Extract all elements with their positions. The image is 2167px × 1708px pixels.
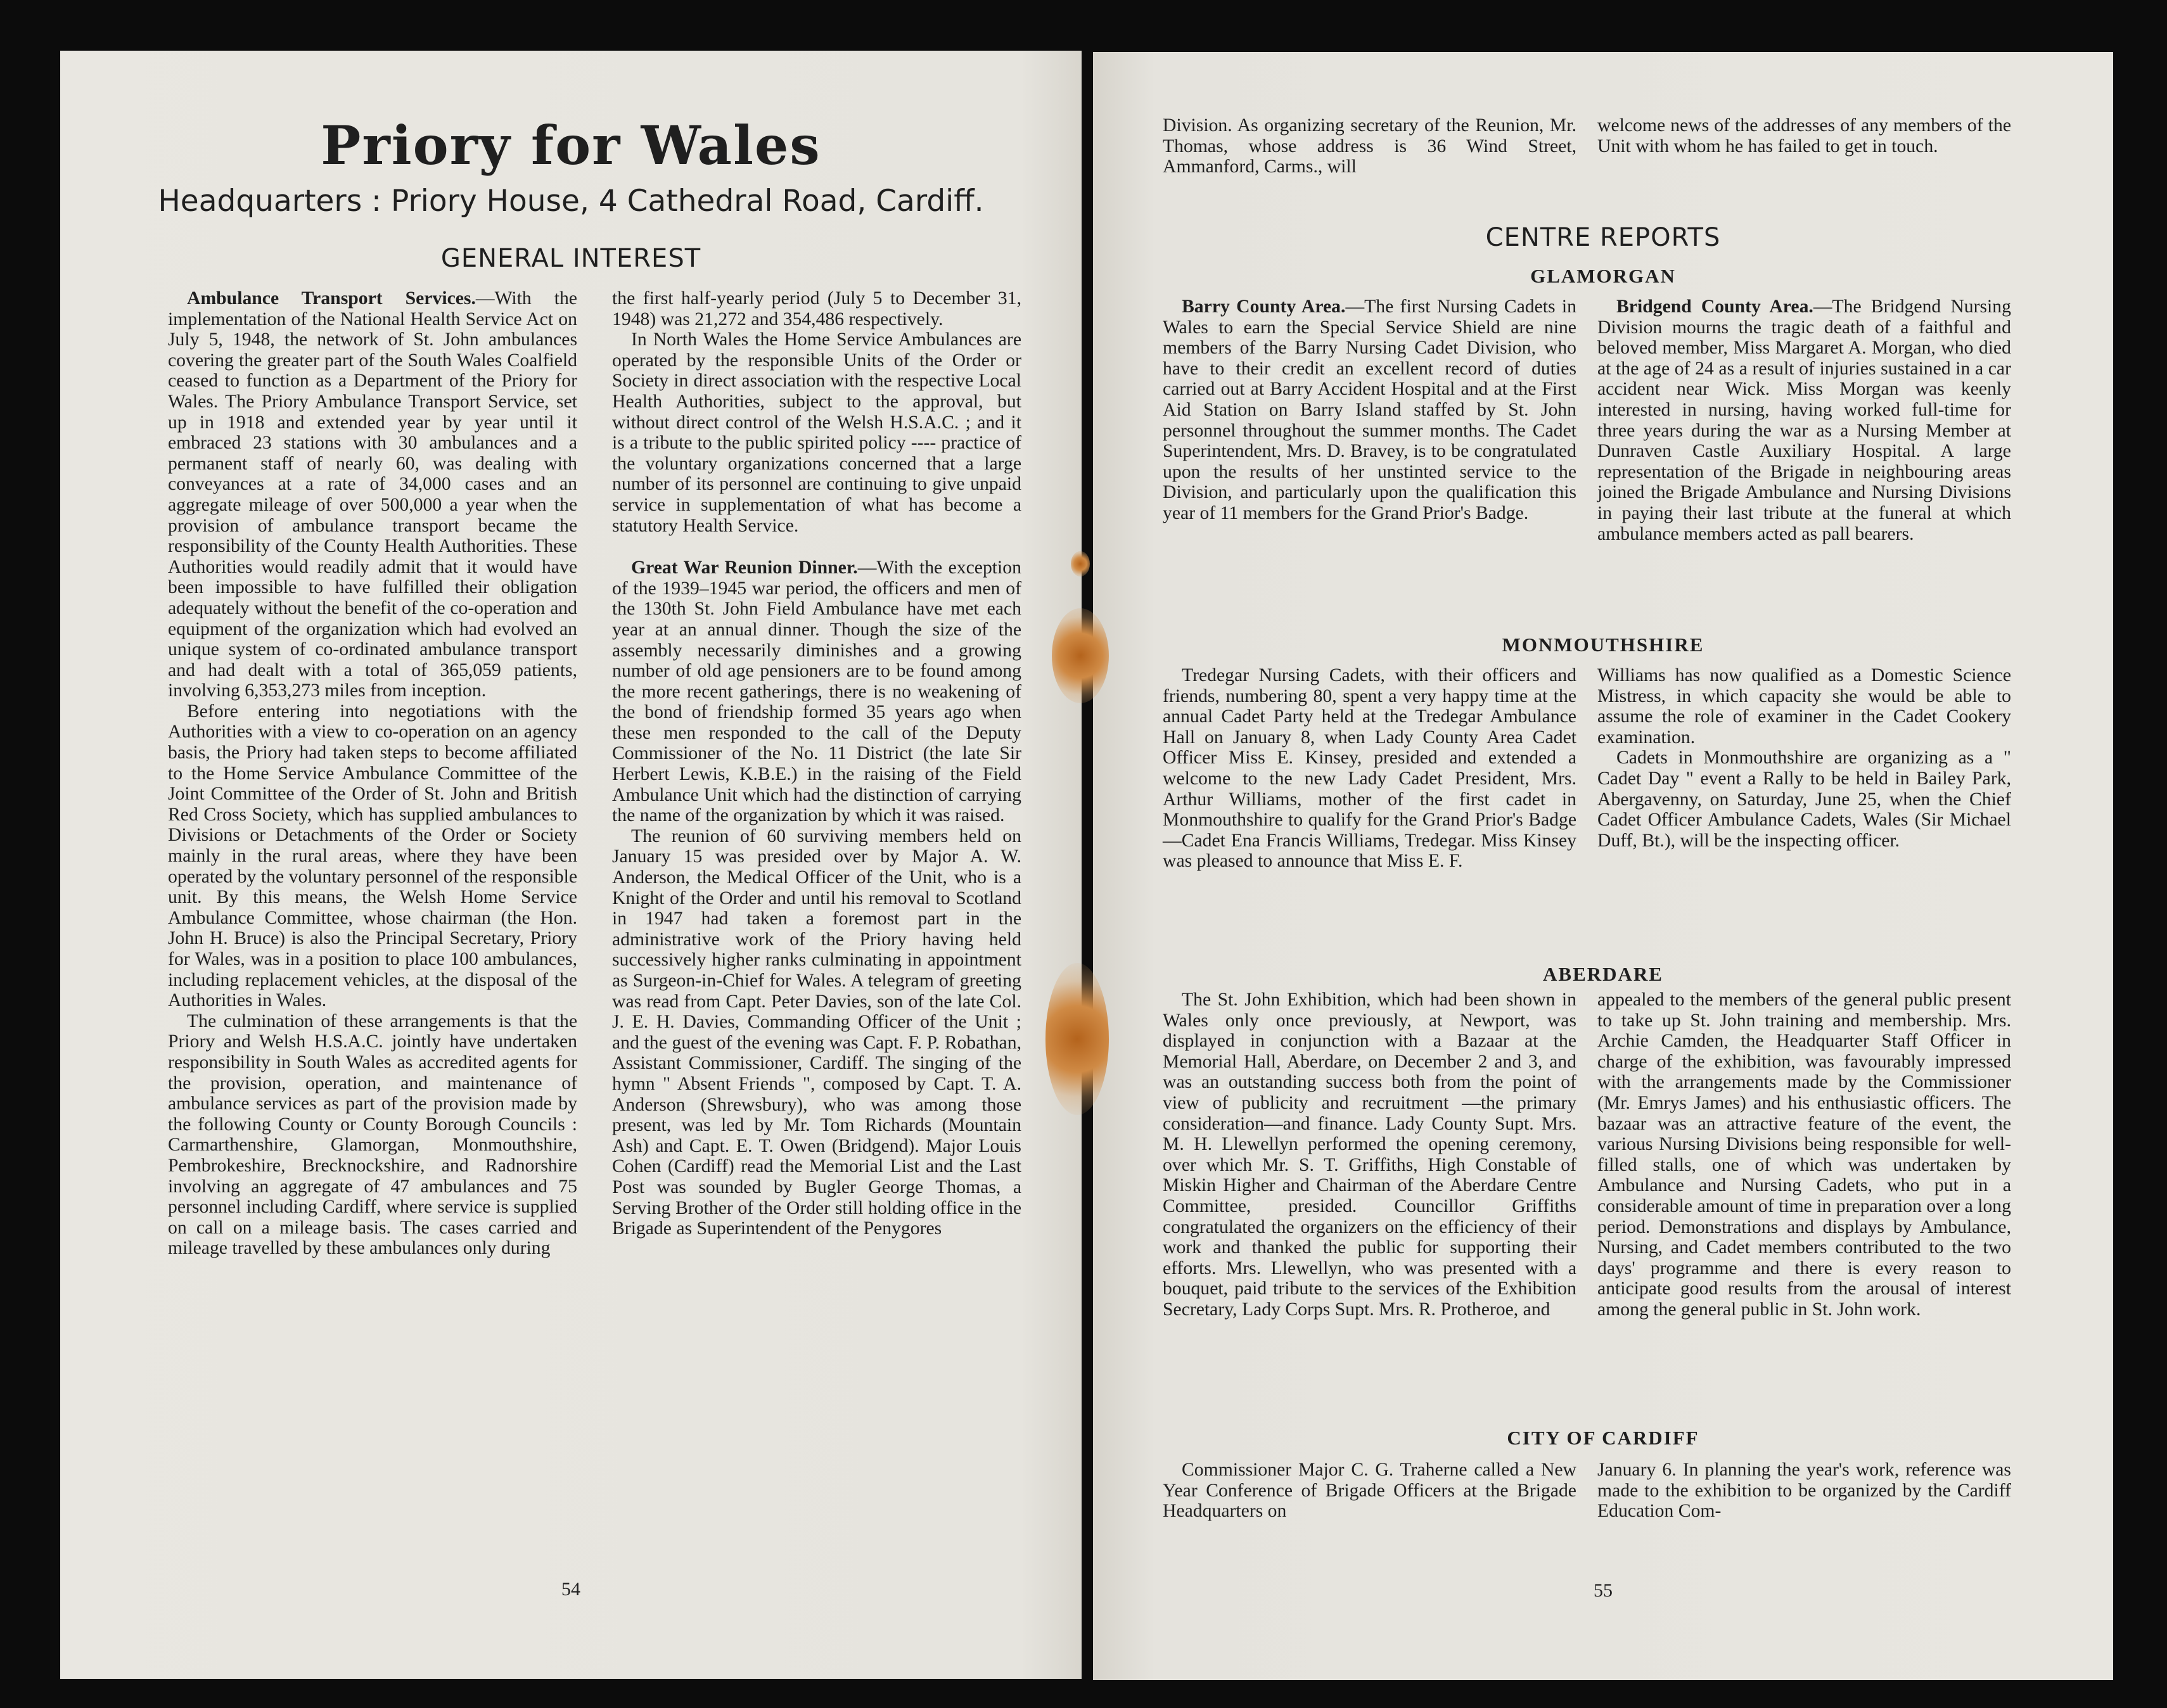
paragraph: Cadets in Monmouthshire are organizing as a " Cadet Day " event a Rally to be held in Bailey Park, Abergavenny, on Saturday, June 25, when the Chief Cadet Officer Ambulance Cadets, Wales (Sir Michael Duff, Bt.), will be the inspecting officer. — [1597, 748, 2011, 851]
right-top-column-1 — [1163, 115, 1576, 177]
glamorgan-column-2 — [1597, 296, 2011, 544]
run-in-heading: Ambulance Transport Services. — [187, 288, 476, 309]
run-in-heading: Barry County Area. — [1182, 296, 1346, 317]
aberdare-column-1 — [1163, 990, 1576, 1320]
section-heading-centre-reports: CENTRE REPORTS — [1485, 223, 1721, 252]
rust-stain — [1052, 608, 1109, 703]
heading-aberdare: ABERDARE — [1543, 963, 1663, 985]
headquarters-line: Headquarters : Priory House, 4 Cathedral Road, Cardiff. — [158, 184, 984, 219]
run-in-heading: Great War Reunion Dinner. — [631, 558, 858, 578]
paragraph: appealed to the members of the general public present to take up St. John training and membership. Mrs. Archie Camden, the Headquarter Staff Officer in charge of the exhibition, was favourably impressed with the arrangements made by the Commissioner (Mr. Emrys James) and his enthusiastic officers. The bazaar was an attractive feature of the event, the various Nursing Divisions being responsible for well-filled stalls, one of which was undertaken by Ambulance and Nursing Cadets, who put in a considerable amount of time in preparation over a long period. Demonstrations and displays by Ambulance, Nursing, and Cadet members contributed to the two days' programme and there is every reason to anticipate good results from the arousal of interest among the general public in St. John work. — [1597, 990, 2011, 1320]
monmouthshire-column-1 — [1163, 665, 1576, 872]
paragraph: Ambulance Transport Services.—With the implementation of the National Health Service Act on July 5, 1948, the network of St. John ambulances covering the greater part of the South Wales Coalfield ceased to function as a Department of the Priory for Wales. The Priory Ambulance Transport Service, set up in 1918 and extended year by year until it embraced 23 stations with 30 ambulances and a permanent staff of nearly 60, was dealing with conveyances at a rate of 34,000 cases and an aggregate mileage of over 500,000 a year when the provision of ambulance transport became the responsibility of the County Health Authorities. These Authorities would readily admit that it would have been impossible to have fulfilled their obligation adequately without the benefit of the co-operation and equipment of the organization which had evolved an unique system of co-ordinated ambulance transport and had dealt with a total of 365,059 patients, involving 6,353,273 miles from inception. — [168, 288, 577, 701]
aberdare-column-2 — [1597, 990, 2011, 1320]
cardiff-column-1 — [1163, 1460, 1576, 1522]
heading-monmouthshire: MONMOUTHSHIRE — [1502, 634, 1704, 656]
left-page — [60, 51, 1082, 1679]
heading-glamorgan: GLAMORGAN — [1530, 265, 1676, 287]
monmouthshire-column-2 — [1597, 665, 2011, 851]
paragraph: Great War Reunion Dinner.—With the exception of the 1939–1945 war period, the officers and men of the 130th St. John Field Ambulance have met each year at an annual dinner. Though the size of the assembly necessarily diminishes and a growing number of old age pensioners are to be found among the more recent gatherings, there is no weakening of the bond of friendship formed 35 years ago when these men responded to the call of the Deputy Commissioner of the No. 11 District (the late Sir Herbert Lewis, K.B.E.) in the raising of the Field Ambulance Unit which had the distinction of carrying the name of the organization by which it was raised. — [612, 558, 1021, 826]
paragraph: Commissioner Major C. G. Traherne called a New Year Conference of Brigade Officers at the Brigade Headquarters on — [1163, 1460, 1576, 1522]
paragraph: The St. John Exhibition, which had been shown in Wales only once previously, at Newport, was displayed in conjunction with a Bazaar at the Memorial Hall, Aberdare, on December 2 and 3, and was an outstanding success both from the point of view of publicity and recruitment —the primary consideration—and finance. Lady County Supt. Mrs. M. H. Llewellyn performed the opening ceremony, over which Mr. S. T. Griffiths, High Constable of Miskin Higher and Chairman of the Aberdare Centre Committee, presided. Councillor Griffiths congratulated the organizers on the efficiency of their work and thanked the public for supporting their efforts. Mrs. Llewellyn, who was presented with a bouquet, paid tribute to the services of the Exhibition Secretary, Lady Corps Supt. Mrs. R. Protheroe, and — [1163, 990, 1576, 1320]
heading-city-of-cardiff: CITY OF CARDIFF — [1507, 1427, 1699, 1449]
left-column-1 — [168, 288, 577, 1259]
paragraph: In North Wales the Home Service Ambulances are operated by the responsible Units of the Order or Society in direct association with the respective Local Health Authorities, subject to the approval, but without direct control of the Welsh H.S.A.C. ; and it is a tribute to the public spirited policy ---- practice of the voluntary organizations concerned that a large number of its personnel are continuing to give unpaid service in supplementation of what has become a statutory Health Service. — [612, 329, 1021, 536]
right-page — [1093, 52, 2113, 1680]
cardiff-column-2 — [1597, 1460, 2011, 1522]
glamorgan-column-1 — [1163, 296, 1576, 524]
paragraph: Barry County Area.—The first Nursing Cadets in Wales to earn the Special Service Shield are nine members of the Barry Nursing Cadet Division, who have to their credit an excellent record of duties carried out at Barry Accident Hospital and at the First Aid Station on Barry Island staffed by St. John personnel throughout the summer months. The Cadet Superintendent, Mrs. D. Bravey, is to be congratulated upon the results of her unstinted service to the Division, and particularly upon the qualification this year of 11 members for the Grand Prior's Badge. — [1163, 296, 1576, 523]
paragraph: Before entering into negotiations with the Authorities with a view to co-operation on an agency basis, the Priory had taken steps to become affiliated to the Home Service Ambulance Committee of the Joint Committee of the Order of St. John and British Red Cross Society, which has supplied ambulances to Divisions or Detachments of the Order or Society mainly in the rural areas, where they have been operated by the voluntary personnel of the responsible unit. By this means, the Welsh Home Service Ambulance Committee, whose chairman (the Hon. John H. Bruce) is also the Principal Secretary, Priory for Wales, was in a position to place 100 ambulances, including replacement vehicles, at the disposal of the Authorities in Wales. — [168, 701, 577, 1011]
paragraph: Tredegar Nursing Cadets, with their officers and friends, numbering 80, spent a very happy time at the annual Cadet Party held at the Tredegar Ambulance Hall on January 8, when Lady County Area Cadet Officer Miss E. Kinsey, presided and extended a welcome to the new Lady Cadet President, Mrs. Arthur Williams, mother of the first cadet in Monmouthshire to qualify for the Grand Prior's Badge—Cadet Ena Francis Williams, Tredegar. Miss Kinsey was pleased to announce that Miss E. F. — [1163, 665, 1576, 872]
paragraph: The reunion of 60 surviving members held on January 15 was presided over by Major A. W. Anderson, the Medical Officer of the Unit, who is a Knight of the Order and until his removal to Scotland in 1947 had taken a foremost part in the administrative work of the Priory having held successively higher ranks culminating in appointment as Surgeon-in-Chief for Wales. A telegram of greeting was read from Capt. Peter Davies, son of the late Col. J. E. H. Davies, Commanding Officer of the Unit ; and the guest of the evening was Capt. F. P. Robathan, Assistant Commissioner, Cardiff. The singing of the hymn " Absent Friends ", composed by Capt. T. A. Anderson (Shrewsbury), who was among those present, was led by Mr. Tom Richards (Mountain Ash) and Capt. E. T. Owen (Bridgend). Major Louis Cohen (Cardiff) read the Memorial List and the Last Post was sounded by Bugler George Thomas, a Serving Brother of the Order still holding office in the Brigade as Superintendent of the Penygores — [612, 825, 1021, 1239]
paragraph: Bridgend County Area.—The Bridgend Nursing Division mourns the tragic death of a faithful and beloved member, Miss Margaret A. Morgan, who died at the age of 24 as a result of injuries sustained in a car accident near Wick. Miss Morgan was keenly interested in nursing, having worked full-time for three years during the war as a Nursing Member at Dunraven Castle Auxiliary Hospital. A large representation of the Brigade in neighbouring areas joined the Brigade Ambulance and Nursing Divisions in paying their last tribute at the funeral at which ambulance members acted as pall bearers. — [1597, 296, 2011, 544]
page-number: 55 — [1594, 1580, 1613, 1601]
run-in-heading: Bridgend County Area. — [1616, 296, 1813, 317]
section-heading-general-interest: GENERAL INTEREST — [440, 244, 701, 273]
rust-stain — [1045, 963, 1109, 1115]
page-title: Priory for Wales — [321, 114, 821, 177]
paragraph: Division. As organizing secretary of the Reunion, Mr. Thomas, whose address is 36 Wind Street, Ammanford, Carms., will — [1163, 115, 1576, 177]
paragraph: The culmination of these arrangements is that the Priory and Welsh H.S.A.C. jointly have undertaken responsibility in South Wales as accredited agents for the provision, operation, and maintenance of ambulance services as part of the provision made by the following County or County Borough Councils : Carmarthenshire, Glamorgan, Monmouthshire, Pembrokeshire, Brecknockshire, and Radnorshire involving an aggregate of 47 ambulances and 75 personnel including Cardiff, where service is supplied on call on a mileage basis. The cases carried and mileage travelled by these ambulances only during — [168, 1010, 577, 1259]
paragraph: Williams has now qualified as a Domestic Science Mistress, in which capacity she would be able to assume the role of examiner in the Cadet Cookery examination. — [1597, 665, 2011, 748]
paragraph: welcome news of the addresses of any members of the Unit with whom he has failed to get in touch. — [1597, 115, 2011, 156]
paragraph: January 6. In planning the year's work, reference was made to the exhibition to be organized by the Cardiff Education Com- — [1597, 1460, 2011, 1522]
rust-stain — [1071, 551, 1090, 577]
right-top-column-2 — [1597, 115, 2011, 156]
paragraph: the first half-yearly period (July 5 to December 31, 1948) was 21,272 and 354,486 respectively. — [612, 288, 1021, 329]
left-column-2 — [612, 288, 1021, 1239]
page-number: 54 — [561, 1579, 580, 1600]
